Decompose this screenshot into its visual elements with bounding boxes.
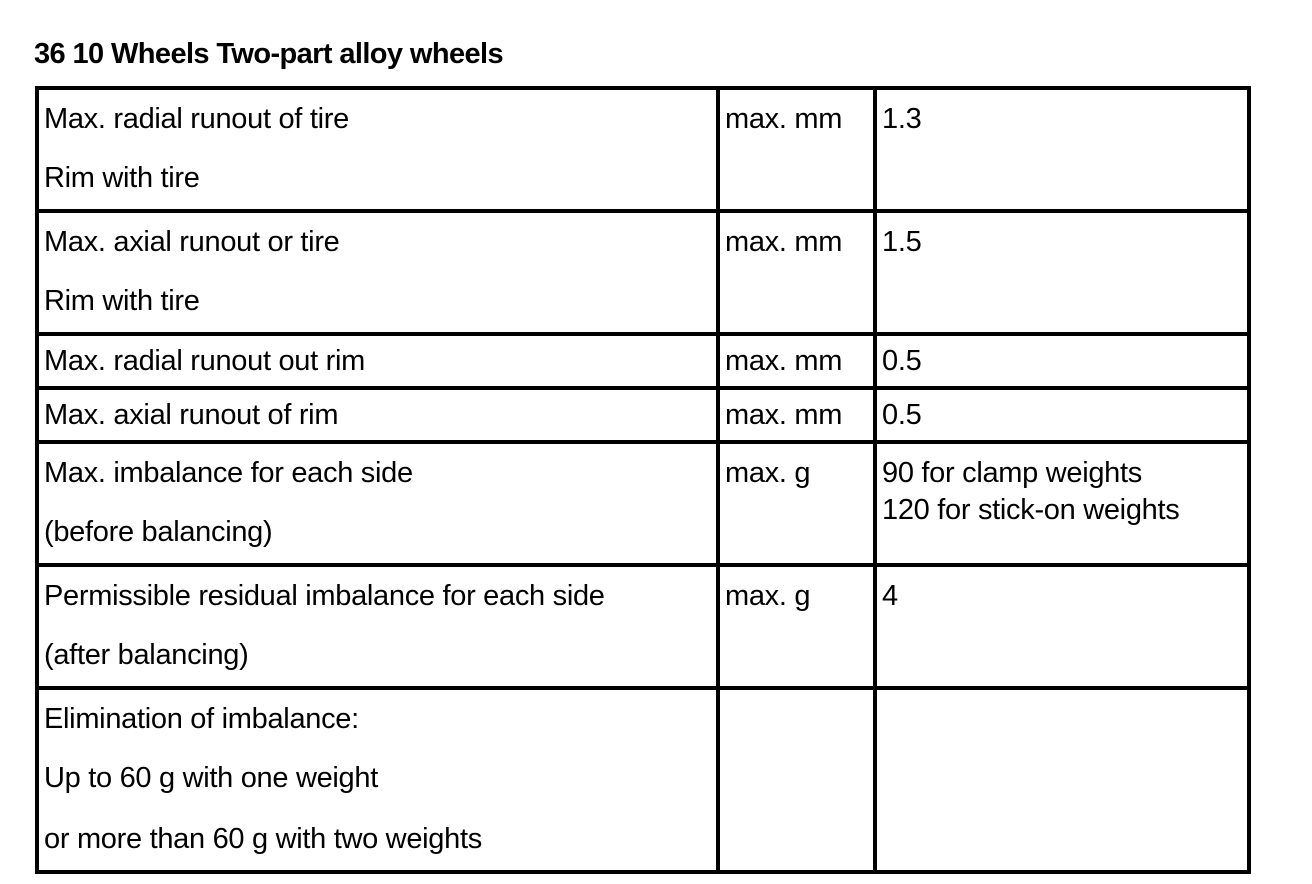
description-line: (after balancing) <box>44 639 249 671</box>
table-row <box>37 334 1249 388</box>
value-text: 1.3 <box>882 103 922 135</box>
unit-cell <box>718 334 875 388</box>
description-cell <box>37 688 718 872</box>
table-row <box>37 565 1249 688</box>
unit-text: max. mm <box>725 399 843 431</box>
value-cell <box>875 334 1249 388</box>
unit-text: max. mm <box>725 345 843 377</box>
description-cell <box>37 88 718 211</box>
description-cell <box>37 211 718 334</box>
description-line: Rim with tire <box>44 285 200 317</box>
unit-text: max. g <box>725 457 811 489</box>
unit-text <box>725 690 873 748</box>
value-cell <box>875 565 1249 688</box>
value-cell <box>875 688 1249 872</box>
value-text: 0.5 <box>882 345 922 377</box>
unit-cell <box>718 565 875 688</box>
value-text: 1.5 <box>882 226 922 258</box>
unit-cell <box>718 688 875 872</box>
unit-text: max. mm <box>725 226 843 258</box>
description-cell <box>37 565 718 688</box>
description-cell <box>37 334 718 388</box>
value-cell <box>875 211 1249 334</box>
table-row <box>37 88 1249 211</box>
description-line: Max. imbalance for each side <box>44 457 413 489</box>
description-cell <box>37 388 718 442</box>
table-row <box>37 388 1249 442</box>
description-cell <box>37 442 718 565</box>
document-title: 36 10 Wheels Two-part alloy wheels <box>34 38 504 70</box>
wheel-specification-table <box>35 86 1251 874</box>
value-cell <box>875 442 1249 565</box>
description-line: Elimination of imbalance: <box>44 703 359 735</box>
value-cell <box>875 388 1249 442</box>
table-row <box>37 688 1249 872</box>
value-text: 120 for stick-on weights <box>882 494 1180 526</box>
description-line: or more than 60 g with two weights <box>44 823 482 855</box>
table-row <box>37 442 1249 565</box>
unit-cell <box>718 442 875 565</box>
value-text <box>882 690 1247 748</box>
value-text: 4 <box>882 580 898 612</box>
value-text: 90 for clamp weights <box>882 457 1142 489</box>
description-line: Max. radial runout of tire <box>44 103 349 135</box>
description-line: Max. axial runout or tire <box>44 226 340 258</box>
table-row <box>37 211 1249 334</box>
description-line: Permissible residual imbalance for each side <box>44 580 605 612</box>
unit-cell <box>718 88 875 211</box>
description-line: Max. radial runout out rim <box>44 345 365 377</box>
description-line: (before balancing) <box>44 516 273 548</box>
description-line: Up to 60 g with one weight <box>44 762 378 794</box>
unit-cell <box>718 388 875 442</box>
value-cell <box>875 88 1249 211</box>
description-line: Rim with tire <box>44 162 200 194</box>
unit-text: max. mm <box>725 103 843 135</box>
value-text: 0.5 <box>882 399 922 431</box>
unit-cell <box>718 211 875 334</box>
unit-text: max. g <box>725 580 811 612</box>
description-line: Max. axial runout of rim <box>44 399 339 431</box>
